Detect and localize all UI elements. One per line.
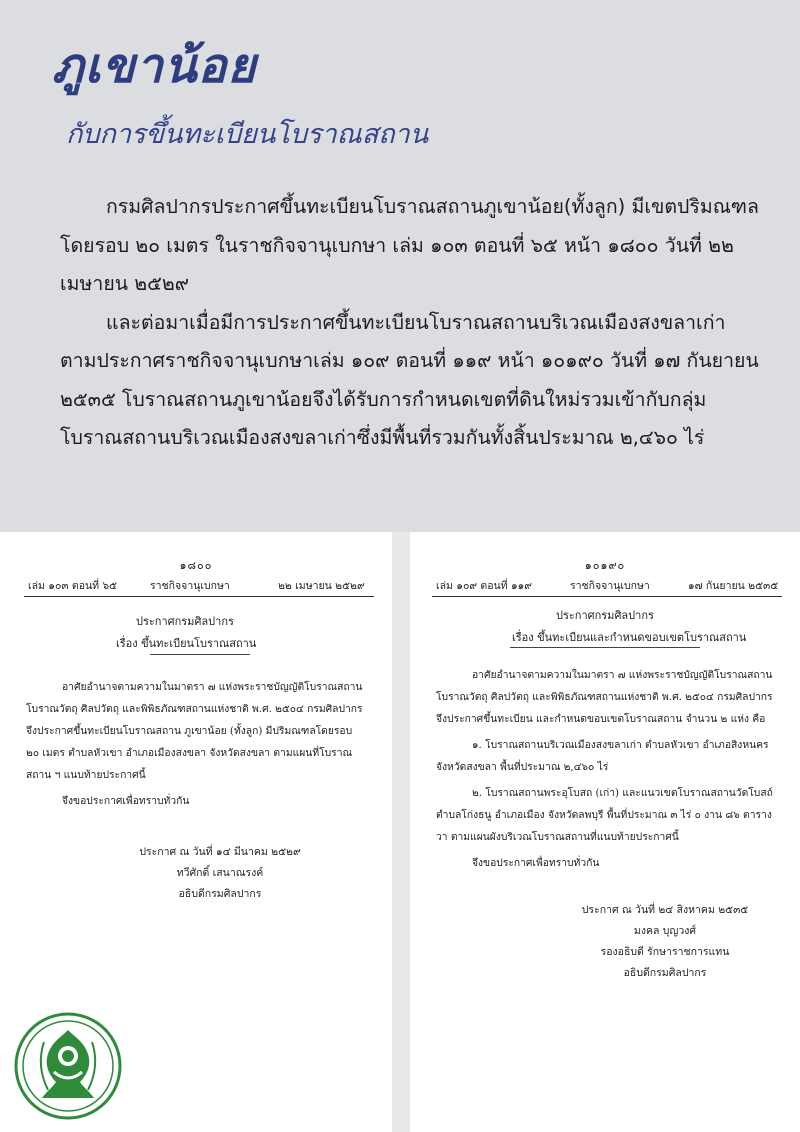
header-divider <box>432 596 782 597</box>
gazette-date: ๑๗ กันยายน ๒๕๓๕ <box>688 580 779 592</box>
gazette-volume: เล่ม ๑๐๓ ตอนที่ ๖๕ <box>28 580 118 592</box>
notice-subject: เรื่อง ขึ้นทะเบียนโบราณสถาน <box>116 637 257 650</box>
gazette-volume: เล่ม ๑๐๙ ตอนที่ ๑๑๙ <box>436 580 532 592</box>
signer-position: อธิบดีกรมศิลปากร <box>623 967 707 979</box>
fine-arts-department-seal-icon <box>14 1012 122 1120</box>
page-subtitle: กับการขึ้นทะเบียนโบราณสถาน <box>66 119 429 150</box>
signer-position: อธิบดีกรมศิลปากร <box>178 888 262 900</box>
notice-title: ประกาศกรมศิลปากร <box>556 609 654 622</box>
notice-title: ประกาศกรมศิลปากร <box>136 615 234 628</box>
intro-paragraph-1: กรมศิลปากรประกาศขึ้นทะเบียนโบราณสถานภูเขาน้อย(ทั้งลูก) มีเขตปริมณฑลโดยรอบ ๒๐ เมตร ในราชกิจจานุเบกษา เล่ม ๑๐๓ ตอนที่ ๖๕ หน้า ๑๘๐๐ วันที่ ๒๒ เมษายน ๒๕๒๙ <box>60 195 759 295</box>
gazette-date: ๒๒ เมษายน ๒๕๒๙ <box>278 580 365 592</box>
subject-divider <box>150 654 250 655</box>
notice-body <box>436 664 782 874</box>
notice-item-1: ๑. โบราณสถานบริเวณเมืองสงขลาเก่า ตำบลหัวเขา อำเภอสิงหนคร จังหวัดสงขลา พื้นที่ประมาณ ๒,๔๖๐ ไร่ <box>436 739 769 773</box>
gazette-document-right <box>410 532 800 1132</box>
gazette-name: ราชกิจจานุเบกษา <box>570 580 650 592</box>
notice-closing: จึงขอประกาศเพื่อทราบทั่วกัน <box>62 795 190 807</box>
notice-body <box>26 676 366 812</box>
signer-name: ทวีศักดิ์ เสนาณรงค์ <box>176 867 264 879</box>
sign-date: ประกาศ ณ วันที่ ๑๔ มีนาคม ๒๕๒๙ <box>139 846 301 858</box>
page-number: ๑๐๑๙๐ <box>584 559 626 572</box>
seal-graphic-icon <box>14 1012 122 1120</box>
notice-closing: จึงขอประกาศเพื่อทราบทั่วกัน <box>472 857 600 869</box>
notice-subject: เรื่อง ขึ้นทะเบียนและกำหนดขอบเขตโบราณสถาน <box>512 631 747 644</box>
notice-item-2: ๒. โบราณสถานพระอุโบสถ (เก่า) และแนวเขตโบราณสถานวัดโบสถ์ ตำบลโก่งธนู อำเภอเมือง จังหวัดลพบุรี พื้นที่ประมาณ ๓ ไร่ ๐ งาน ๘๖ ตารางวา ตามแผนผังบริเวณโบราณสถานที่แนบท้ายประกาศนี้ <box>436 787 773 843</box>
signer-deputy: รองอธิบดี รักษาราชการแทน <box>600 946 730 958</box>
notice-body-text: อาศัยอำนาจตามความในมาตรา ๗ แห่งพระราชบัญญัติโบราณสถาน โบราณวัตถุ ศิลปวัตถุ และพิพิธภัณฑสถานแห่งชาติ พ.ศ. ๒๕๐๔ กรมศิลปากรจึงประกาศขึ้นทะเบียน และกำหนดขอบเขตโบราณสถาน จำนวน ๒ แห่ง คือ <box>436 669 773 725</box>
signature-block <box>560 900 770 984</box>
signature-block <box>120 842 320 905</box>
page-title: ภูเขาน้อย <box>52 38 257 94</box>
notice-body-text: อาศัยอำนาจตามความในมาตรา ๗ แห่งพระราชบัญญัติโบราณสถาน โบราณวัตถุ ศิลปวัตถุ และพิพิธภัณฑสถานแห่งชาติ พ.ศ. ๒๕๐๔ กรมศิลปากร จึงประกาศขึ้นทะเบียนโบราณสถาน ภูเขาน้อย (ทั้งลูก) มีปริมณฑลโดยรอบ ๒๐ เมตร ตำบลหัวเขา อำเภอเมืองสงขลา จังหวัดสงขลา ตามแผนที่โบราณสถาน ฯ แนบท้ายประกาศนี้ <box>26 681 363 781</box>
header-divider <box>24 596 374 597</box>
page-number: ๑๘๐๐ <box>179 559 213 572</box>
gazette-name: ราชกิจจานุเบกษา <box>150 580 230 592</box>
signer-name: มงคล บุญวงศ์ <box>633 925 697 937</box>
intro-paragraph-2: และต่อมาเมื่อมีการประกาศขึ้นทะเบียนโบราณสถานบริเวณเมืองสงขลาเก่า ตามประกาศราชกิจจานุเบกษาเล่ม ๑๐๙ ตอนที่ ๑๑๙ หน้า ๑๐๑๙๐ วันที่ ๑๗ กันยายน ๒๕๓๕ โบราณสถานภูเขาน้อยจึงได้รับการกำหนดเขตที่ดินใหม่รวมเข้ากับกลุ่มโบราณสถานบริเวณเมืองสงขลาเก่าซึ่งมีพื้นที่รวมกันทั้งสิ้นประมาณ ๒,๔๖๐ ไร่ <box>60 310 759 449</box>
intro-text <box>60 188 760 458</box>
subject-divider <box>510 647 700 648</box>
sign-date: ประกาศ ณ วันที่ ๒๔ สิงหาคม ๒๕๓๕ <box>581 904 749 916</box>
